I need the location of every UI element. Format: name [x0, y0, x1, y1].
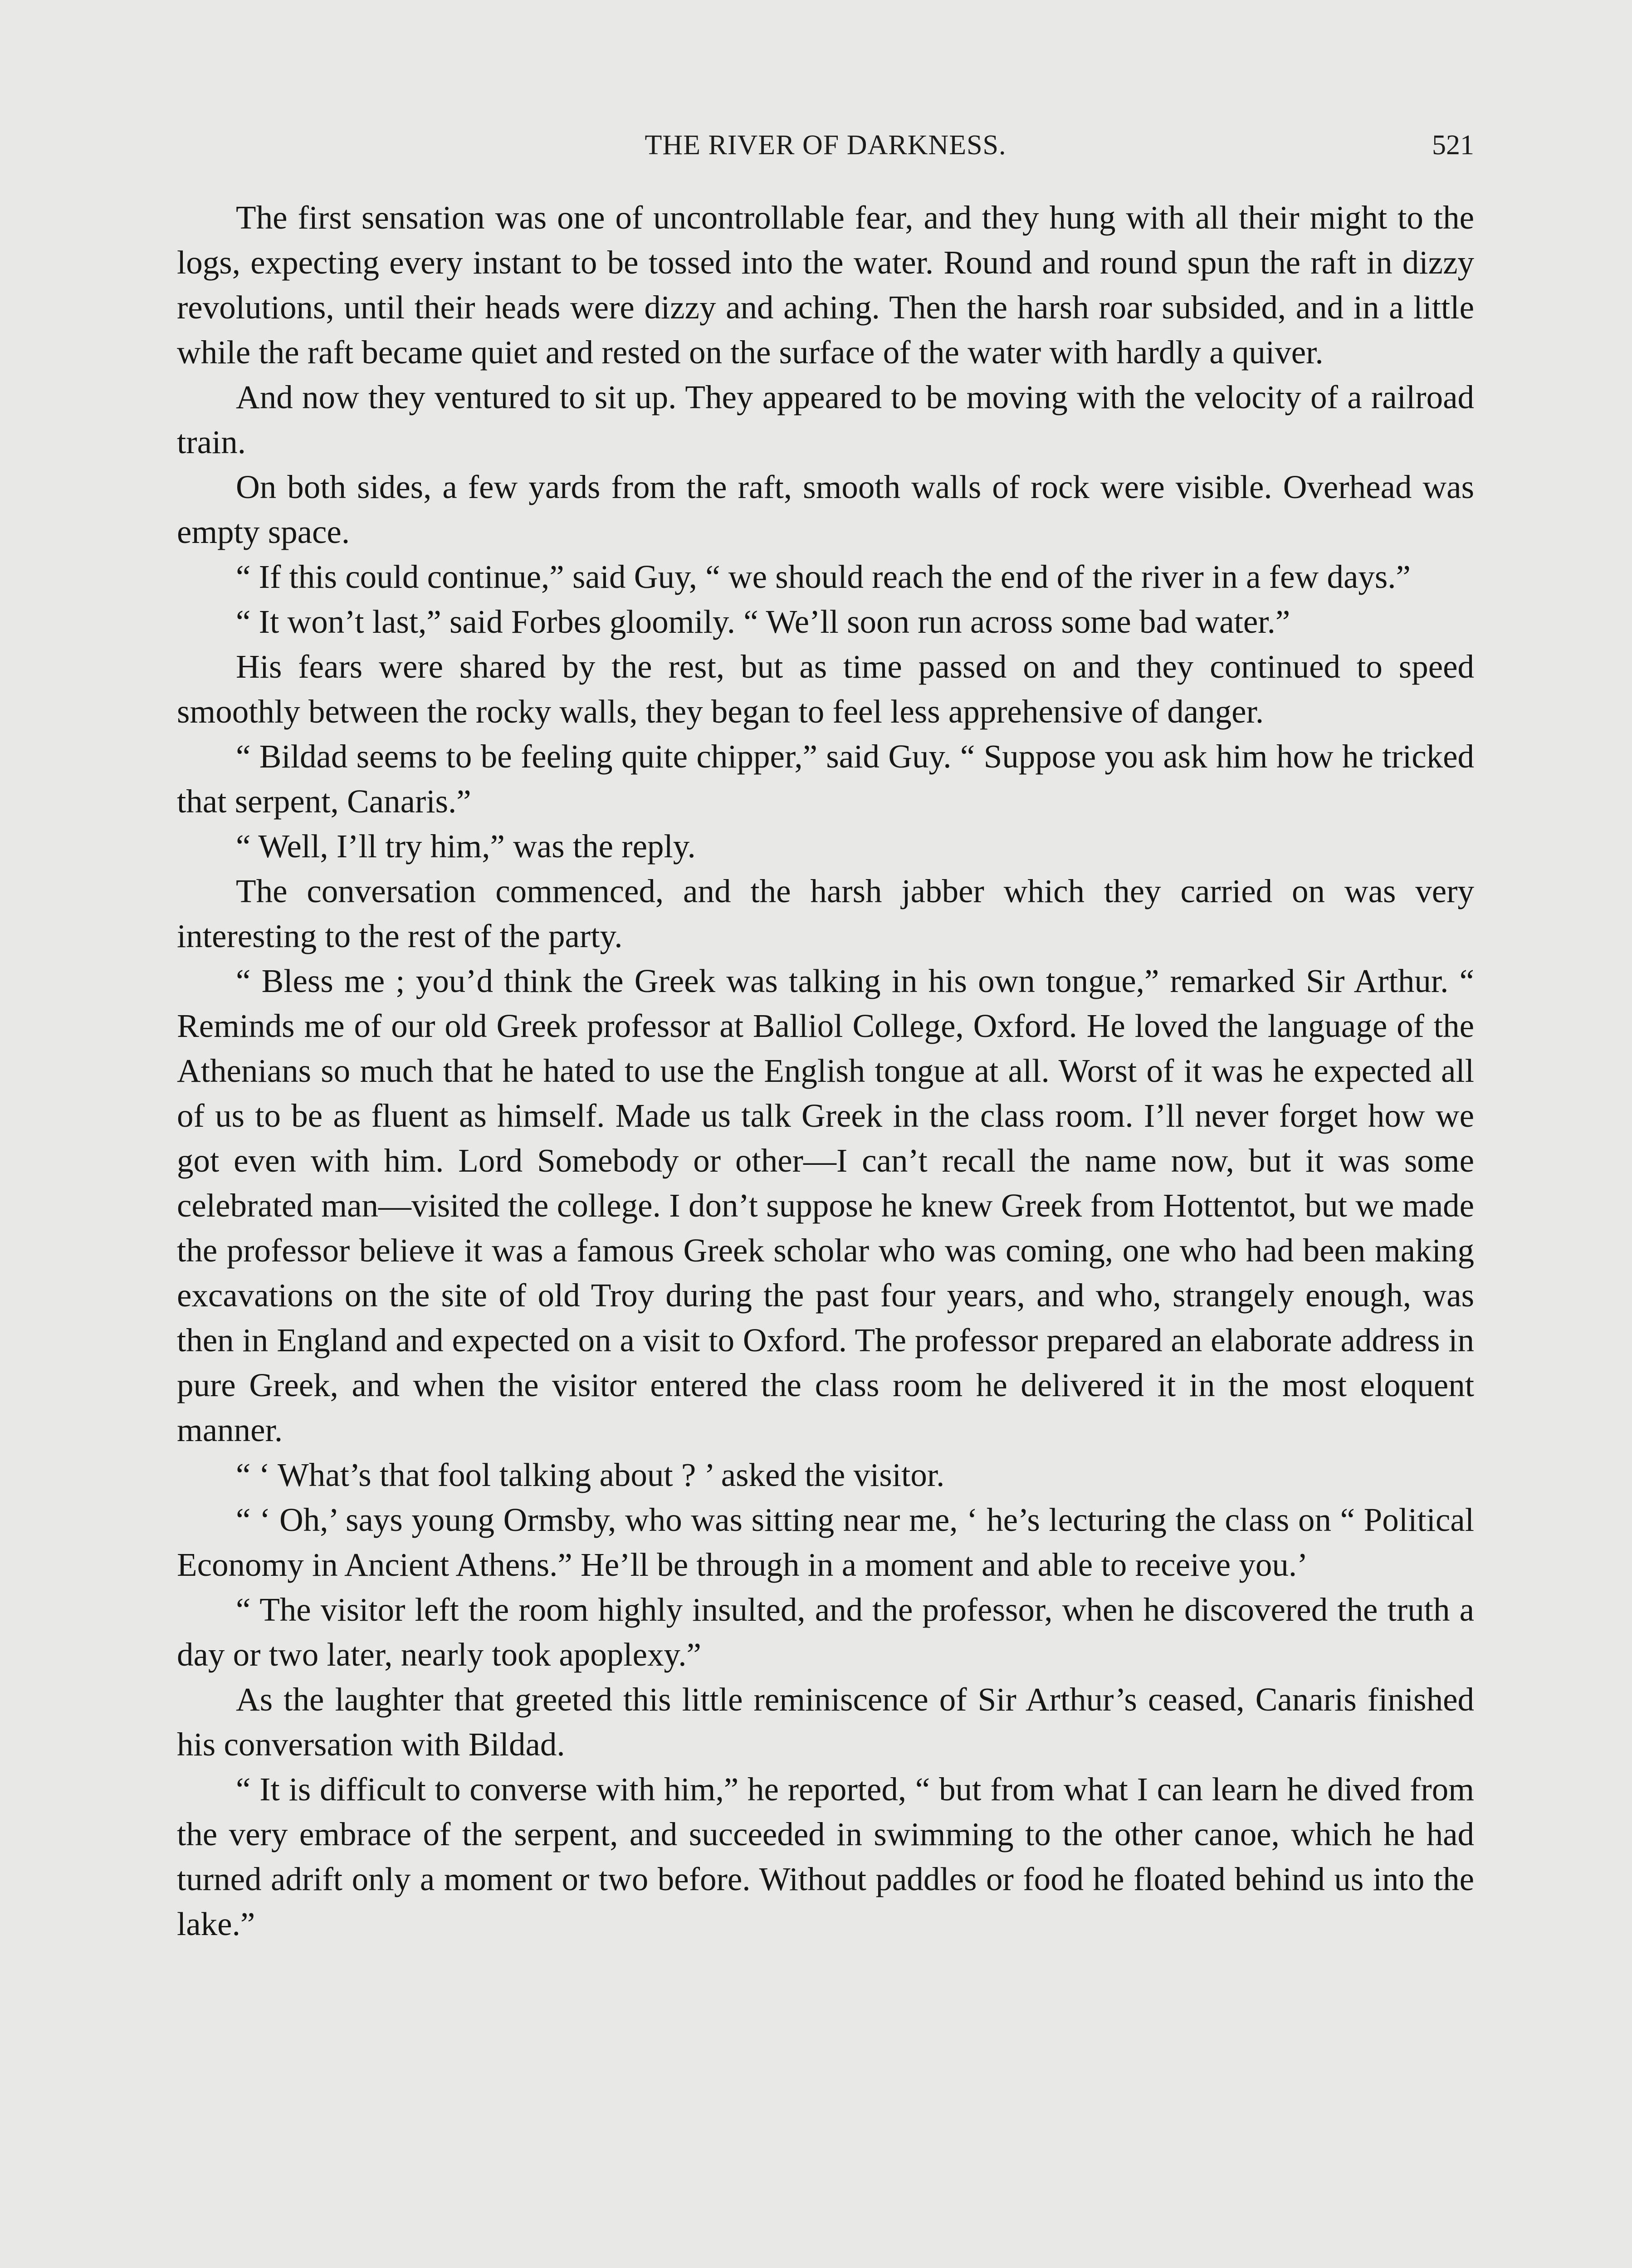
paragraph: “ It is difficult to converse with him,” he reported, “ but from what I can learn he dived from the very embrace of the serpent, and succeeded in swimming to the other canoe, which he had turned adrift only a moment or two before. Without paddles or food he floated behind us into the lake.” — [177, 1771, 1474, 1942]
paragraph: “ It won’t last,” said Forbes gloomily. “ We’ll soon run across some bad water.” — [236, 603, 1290, 640]
paragraph: “ The visitor left the room highly insulted, and the professor, when he discovered the truth a day or two later, nearly took apoplexy.” — [177, 1591, 1474, 1673]
paragraph: “ Bless me ; you’d think the Greek was talking in his own tongue,” remarked Sir Arthur. “ Reminds me of our old Greek professor at Balliol College, Oxford. He loved the language of the Athenians so much that he hated to use the English tongue at all. Worst of it was he expected all of us to be as fluent as himself. Made us talk Greek in the class room. I’ll never forget how we got even with him. Lord Somebody or other—I can’t recall the name now, but it was some celebrated man—visited the college. I don’t suppose he knew Greek from Hottentot, but we made the professor believe it was a famous Greek scholar who was coming, one who had been making excavations on the site of old Troy during the past four years, and who, strangely enough, was then in England and expected on a visit to Oxford. The professor prepared an elaborate address in pure Greek, and when the visitor entered the class room he delivered it in the most eloquent manner. — [177, 963, 1474, 1448]
paragraph: “ ‘ What’s that fool talking about ? ’ asked the visitor. — [236, 1457, 945, 1493]
page-number: 521 — [1432, 130, 1474, 161]
paragraph: The first sensation was one of uncontrollable fear, and they hung with all their might to the logs, expecting every instant to be tossed into the water. Round and round spun the raft in dizzy revolutions, until their heads were dizzy and aching. Then the harsh roar subsided, and in a little while the raft became quiet and rested on the surface of the water with hardly a quiver. — [177, 199, 1474, 371]
paragraph: The conversation commenced, and the harsh jabber which they carried on was very interesting to the rest of the party. — [177, 873, 1474, 954]
running-head — [177, 129, 1474, 170]
paragraph: “ ‘ Oh,’ says young Ormsby, who was sitting near me, ‘ he’s lecturing the class on “ Political Economy in Ancient Athens.” He’ll be through in a moment and able to receive you.’ — [177, 1501, 1474, 1583]
paragraph: “ Well, I’ll try him,” was the reply. — [236, 828, 696, 865]
paragraph: As the laughter that greeted this little reminiscence of Sir Arthur’s ceased, Canaris finished his conversation with Bildad. — [177, 1681, 1474, 1763]
running-title: THE RIVER OF DARKNESS. — [645, 130, 1007, 161]
paragraph: On both sides, a few yards from the raft, smooth walls of rock were visible. Overhead was empty space. — [177, 469, 1474, 550]
paragraph: His fears were shared by the rest, but as time passed on and they continued to speed smoothly between the rocky walls, they began to feel less apprehensive of danger. — [177, 648, 1474, 730]
paragraph: And now they ventured to sit up. They appeared to be moving with the velocity of a railroad train. — [177, 379, 1474, 460]
body-text — [177, 195, 1474, 1946]
paragraph: “ Bildad seems to be feeling quite chipper,” said Guy. “ Suppose you ask him how he tricked that serpent, Canaris.” — [177, 738, 1474, 820]
paragraph: “ If this could continue,” said Guy, “ we should reach the end of the river in a few days.” — [236, 558, 1411, 595]
